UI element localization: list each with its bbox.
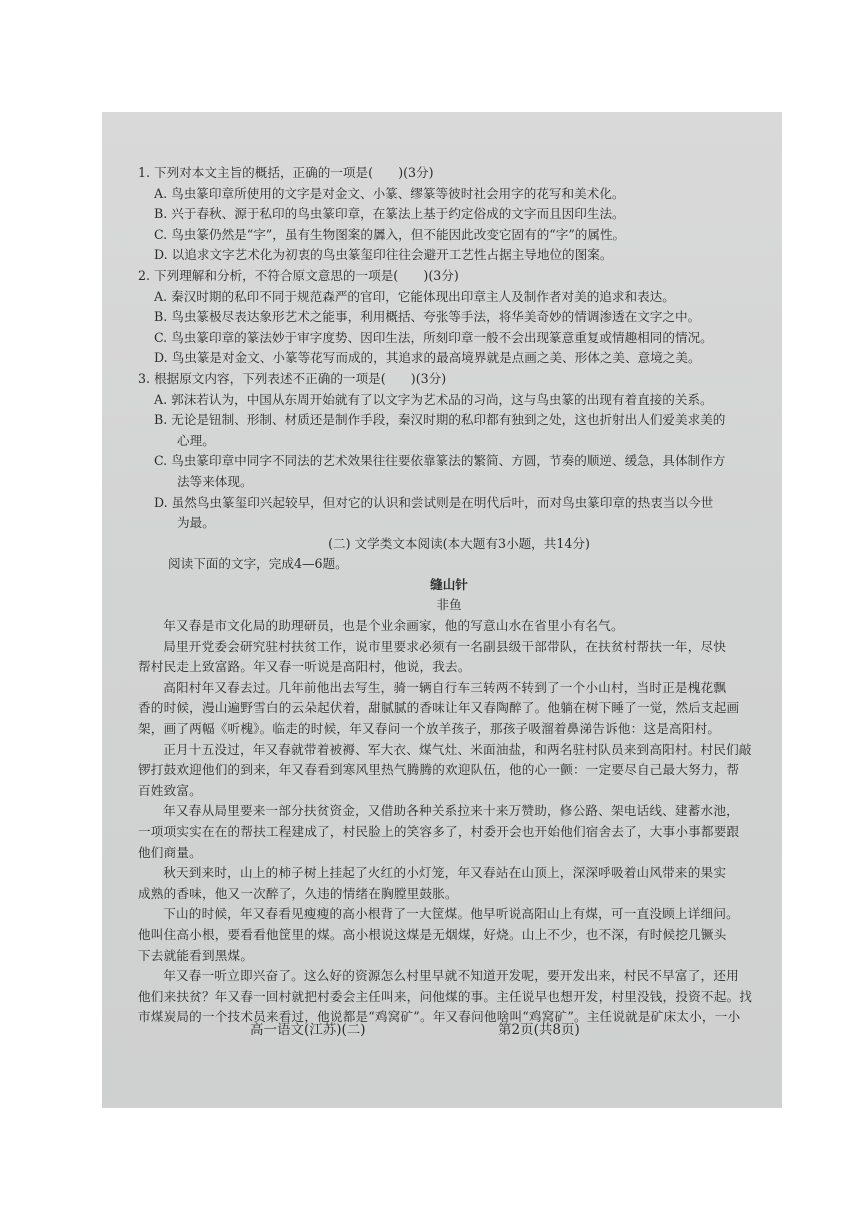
story-paragraph-line: 年又春是市文化局的助理研员，也是个业余画家，他的写意山水在省里小有名气。 <box>163 618 624 634</box>
question-3-option-c-cont: 法等来体现。 <box>177 473 253 489</box>
question-3-option-b: B. 无论是钮制、形制、材质还是制作手段，秦汉时期的私印都有独到之处，这也折射出人们爱美求美的 <box>154 412 726 428</box>
footer-subject: 高一语文(江苏)(二) <box>250 1022 366 1038</box>
story-paragraph-line: 架，画了两幅《听槐》。临走的时候，年又春问一个放羊孩子，那孩子吸溜着鼻涕告诉他：这是高阳村。 <box>138 721 721 737</box>
question-3-option-a: A. 郭沫若认为，中国从东周开始就有了以文字为艺术品的习尚，这与鸟虫篆的出现有着直接的关系。 <box>154 391 713 407</box>
question-3-option-b-cont: 心理。 <box>177 432 215 448</box>
story-paragraph-line: 帮村民走上致富路。年又春一听说是高阳村，他说，我去。 <box>138 659 471 675</box>
question-1-option-c: C. 鸟虫篆仍然是“字”，虽有生物图案的羼入，但不能因此改变它固有的“字”的属性。 <box>154 226 626 242</box>
question-3-option-d: D. 虽然鸟虫篆玺印兴起较早，但对它的认识和尝试则是在明代后叶，而对鸟虫篆印章的热衷当以今世 <box>154 494 714 510</box>
question-1-option-b: B. 兴于春秋、源于私印的鸟虫篆印章，在篆法上基于约定俗成的文字而且因印生法。 <box>154 206 625 222</box>
story-paragraph-line: 年又春从局里要来一部分扶贫资金，又借助各种关系拉来十来万赞助，修公路、架电话线、建蓄水池， <box>163 803 739 819</box>
story-paragraph-line: 成熟的香味，他又一次醉了，久违的情绪在胸膛里鼓胀。 <box>138 885 458 901</box>
page-content <box>138 163 760 1028</box>
question-2-stem: 2. 下列理解和分析，不符合原文意思的一项是( )(3分) <box>138 267 459 283</box>
question-2-option-c: C. 鸟虫篆印章的篆法妙于审字度势、因印生法，所刻印章一般不会出现篆意重复或情趣相同的情况。 <box>154 329 713 345</box>
question-2-option-d: D. 鸟虫篆是对金文、小篆等花写而成的，其追求的最高境界就是点画之美、形体之美、意境之美。 <box>154 350 701 366</box>
question-2-option-a: A. 秦汉时期的私印不同于规范森严的官印，它能体现出印章主人及制作者对美的追求和表达。 <box>154 288 675 304</box>
story-body <box>138 616 760 1028</box>
story-paragraph-line: 局里开党委会研究驻村扶贫工作，说市里要求必须有一名副县级干部带队，在扶贫村帮扶一年，尽快 <box>163 638 727 654</box>
story-author: 非鱼 <box>436 597 462 613</box>
story-paragraph-line: 下山的时候，年又春看见瘦瘦的高小根背了一大筐煤。他早听说高阳山上有煤，可一直没顾上详细问。 <box>163 906 739 922</box>
story-paragraph-line: 市煤炭局的一个技术员来看过，他说都是“鸡窝矿”。年又春问他啥叫“鸡窝矿”。主任说就是矿床太小，一小 <box>138 1009 741 1025</box>
story-paragraph-line: 他们来扶贫？年又春一回村就把村委会主任叫来，问他煤的事。主任说早也想开发，村里没钱，投资不起。找 <box>138 988 753 1004</box>
question-2-option-b: B. 鸟虫篆极尽表达象形艺术之能事，利用概括、夸张等手法，将华美奇妙的情调渗透在文字之中。 <box>154 309 701 325</box>
question-1-option-d: D. 以追求文字艺术化为初衷的鸟虫篆玺印往往会避开工艺性占据主导地位的图案。 <box>154 247 613 263</box>
story-paragraph-line: 正月十五没过，年又春就带着被褥、军大衣、煤气灶、米面油盐，和两名驻村队员来到高阳村。村民们敲 <box>163 741 752 757</box>
story-paragraph-line: 锣打鼓欢迎他们的到来，年又春看到寒风里热气腾腾的欢迎队伍，他的心一颤：一定要尽自己最大努力，帮 <box>138 762 740 778</box>
story-paragraph-line: 高阳村年又春去过。几年前他出去写生，骑一辆自行车三转两不转到了一个小山村，当时正是槐花飘 <box>163 679 727 695</box>
reading-instruction: 阅读下面的文字，完成4—6题。 <box>168 556 348 572</box>
question-3-stem: 3. 根据原文内容，下列表述不正确的一项是( )(3分) <box>138 370 447 386</box>
story-paragraph-line: 年又春一听立即兴奋了。这么好的资源怎么村里早就不知道开发呢，要开发出来，村民不早富了，还用 <box>163 968 739 984</box>
story-paragraph-line: 他们商量。 <box>138 844 202 860</box>
story-paragraph-line: 下去就能看到黑煤。 <box>138 947 254 963</box>
exam-page <box>102 112 782 1108</box>
footer-page-number: 第2页(共8页) <box>498 1022 580 1038</box>
story-paragraph-line: 他叫住高小根，要看看他筐里的煤。高小根说这煤是无烟煤，好烧。山上不少，也不深，有时候挖几镢头 <box>138 926 727 942</box>
question-1-stem: 1. 下列对本文主旨的概括，正确的一项是( )(3分) <box>138 165 434 180</box>
section-heading: (二) 文学类文本阅读(本大题有3小题，共14分) <box>328 535 590 551</box>
question-1-option-a: A. 鸟虫篆印章所使用的文字是对金文、小篆、缪篆等彼时社会用字的花写和美术化。 <box>154 185 625 201</box>
story-paragraph-line: 秋天到来时，山上的柿子树上挂起了火红的小灯笼，年又春站在山顶上，深深呼吸着山风带来的果实 <box>163 865 727 881</box>
story-paragraph-line: 香的时候，漫山遍野雪白的云朵起伏着，甜腻腻的香味让年又春陶醉了。他躺在树下睡了一觉，然后支起画 <box>138 700 740 716</box>
story-paragraph-line: 百姓致富。 <box>138 782 202 798</box>
question-3-option-d-cont: 为最。 <box>177 515 215 531</box>
story-title: 缝山针 <box>430 576 468 592</box>
question-3-option-c: C. 鸟虫篆印章中同字不同法的艺术效果往往要依靠篆法的繁简、方圆，节奏的顺逆、缓急，具体制作方 <box>154 453 726 469</box>
story-paragraph-line: 一项项实实在在的帮扶工程建成了，村民脸上的笑容多了，村委开会也开始他们宿舍去了，大事小事都要跟 <box>138 824 740 839</box>
